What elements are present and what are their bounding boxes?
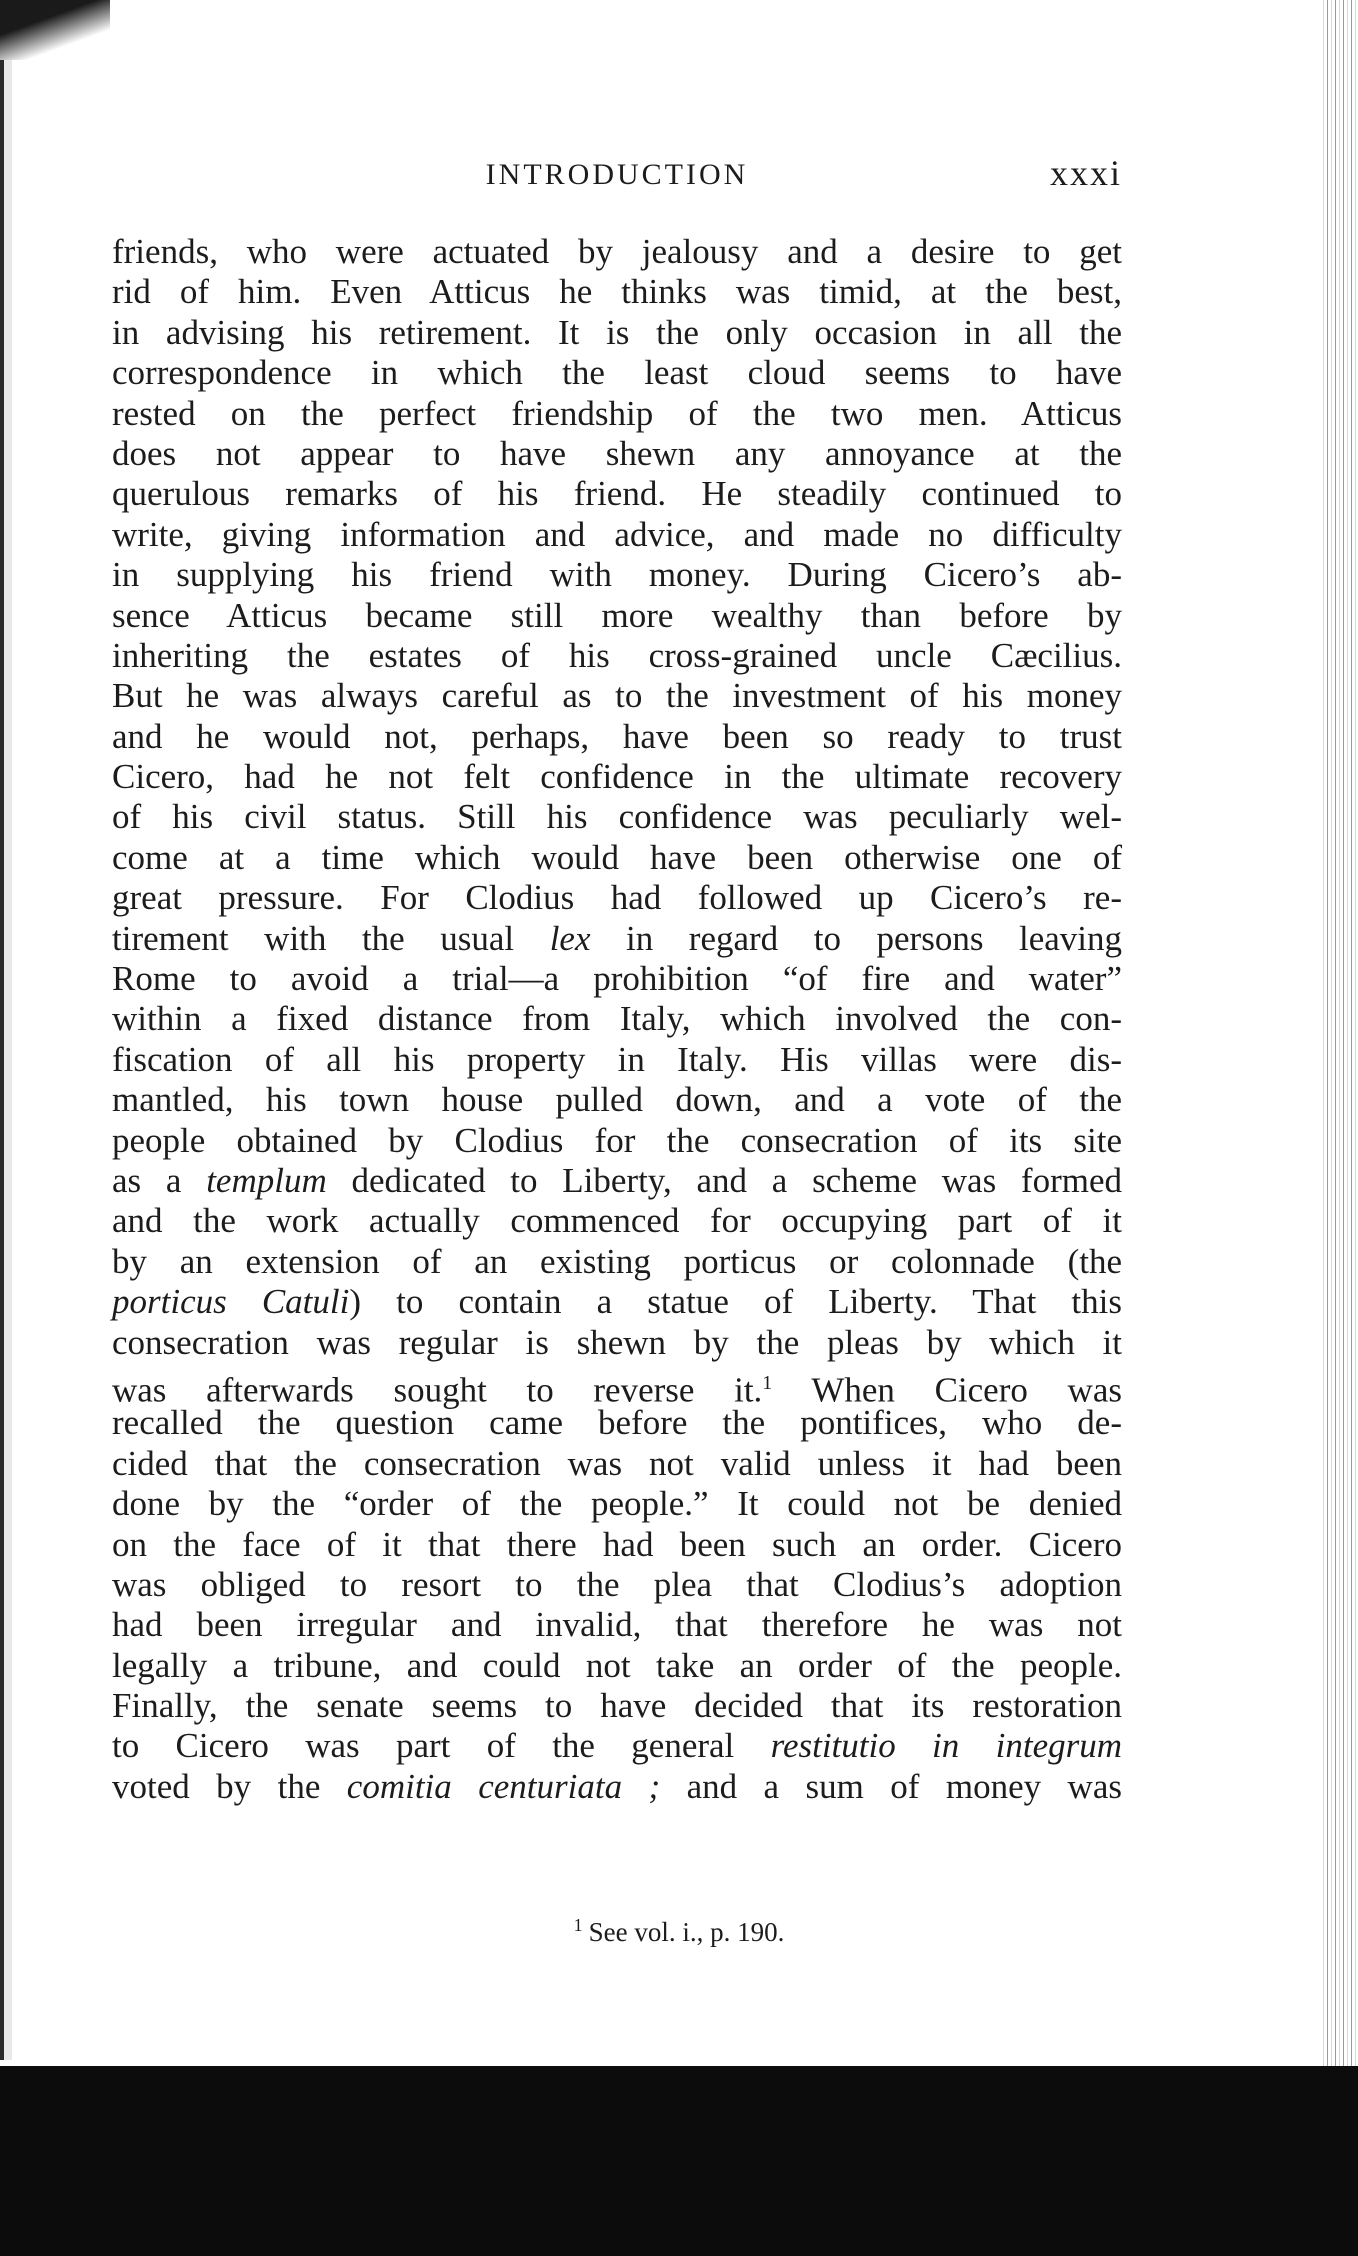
text-line: and he would not, perhaps, have been so ready to trust [112,716,1122,756]
footnote-text: See vol. i., p. 190. [588,1917,785,1947]
text-line: Cicero, had he not felt confidence in the ultimate recovery [112,757,1122,797]
text-line: recalled the question came before the pontifices, who de- [112,1403,1122,1443]
text-line [112,1161,1122,1201]
text-line: of his civil status. Still his confidence was peculiarly wel- [112,797,1122,837]
text-line: rid of him. Even Atticus he thinks was timid, at the best, [112,272,1122,312]
footnote [0,1915,1358,1948]
text-line [112,1282,1122,1322]
footnote-marker: 1 [573,1915,583,1935]
running-head [112,153,1122,198]
text-line: friends, who were actuated by jealousy and a desire to get [112,232,1122,271]
text-line: was obliged to resort to the plea that Clodius’s adoption [112,1564,1122,1604]
text-line: mantled, his town house pulled down, and a vote of the [112,1080,1122,1120]
text-line: fiscation of all his property in Italy. His villas were dis- [112,1039,1122,1079]
text-line: come at a time which would have been otherwise one of [112,837,1122,877]
text-line: Rome to avoid a trial—a prohibition “of fire and water” [112,959,1122,999]
italic-term: lex [549,918,591,958]
page-number: xxxi [1049,153,1122,193]
text-line: in advising his retirement. It is the only occasion in all the [112,312,1122,352]
text-line-run: in regard to persons leaving [590,918,1123,958]
text-line: sence Atticus became still more wealthy than before by [112,595,1122,635]
text-line: does not appear to have shewn any annoyance at the [112,433,1122,473]
text-line: done by the “order of the people.” It could not be denied [112,1484,1122,1524]
text-line: had been irregular and invalid, that therefore he was not [112,1605,1122,1645]
text-line: cided that the consecration was not valid unless it had been [112,1443,1122,1483]
text-line: write, giving information and advice, and made no difficulty [112,514,1122,554]
italic-term: porticus Catuli [112,1282,350,1322]
text-line [112,919,1122,959]
text-line: But he was always careful as to the investment of his money [112,676,1122,716]
page-stack-edge [1320,0,1358,2100]
scanner-shadow-band [0,2066,1358,2256]
text-line: and the work actually commenced for occupying part of it [112,1201,1122,1241]
text-line [112,1767,1122,1807]
text-line: within a fixed distance from Italy, which involved the con- [112,999,1122,1039]
text-line: people obtained by Clodius for the consecration of its site [112,1120,1122,1160]
text-line-run: to Cicero was part of the general [112,1726,771,1766]
text-line-run: dedicated to Liberty, and a scheme was formed [326,1160,1122,1200]
text-line-run: and a sum of money was [660,1766,1122,1806]
text-line-run: tirement with the usual [112,918,550,958]
text-line: correspondence in which the least cloud seems to have [112,353,1122,393]
text-line-run: was afterwards sought to reverse it. [112,1370,763,1410]
text-line [112,1726,1122,1766]
italic-term: restitutio in integrum [770,1726,1122,1766]
text-line-run: as a [112,1160,207,1200]
page-corner-shadow [0,0,110,60]
text-line-run: When Cicero was [772,1370,1122,1410]
text-line: Finally, the senate seems to have decided that its restoration [112,1686,1122,1726]
running-title: INTRODUCTION [485,158,749,191]
text-line: great pressure. For Clodius had followed up Cicero’s re- [112,878,1122,918]
page-spine-edge [0,60,12,2060]
text-line: rested on the perfect friendship of the two men. Atticus [112,393,1122,433]
text-line: by an extension of an existing porticus or colonnade (the [112,1241,1122,1281]
body-text [112,232,1122,1807]
text-line: inheriting the estates of his cross-grained uncle Cæcilius. [112,635,1122,675]
italic-term: templum [206,1160,327,1200]
italic-term: comitia centuriata ; [346,1766,661,1806]
text-line: querulous remarks of his friend. He steadily continued to [112,474,1122,514]
text-line-run: voted by the [112,1766,347,1806]
text-line: legally a tribune, and could not take an order of the people. [112,1645,1122,1685]
text-line: in supplying his friend with money. During Cicero’s ab- [112,555,1122,595]
text-line: on the face of it that there had been such an order. Cicero [112,1524,1122,1564]
text-line [112,1363,1122,1410]
footnote-reference: 1 [762,1371,773,1394]
text-line: consecration was regular is shewn by the pleas by which it [112,1322,1122,1362]
text-line-run: ) to contain a statue of Liberty. That this [349,1282,1123,1322]
